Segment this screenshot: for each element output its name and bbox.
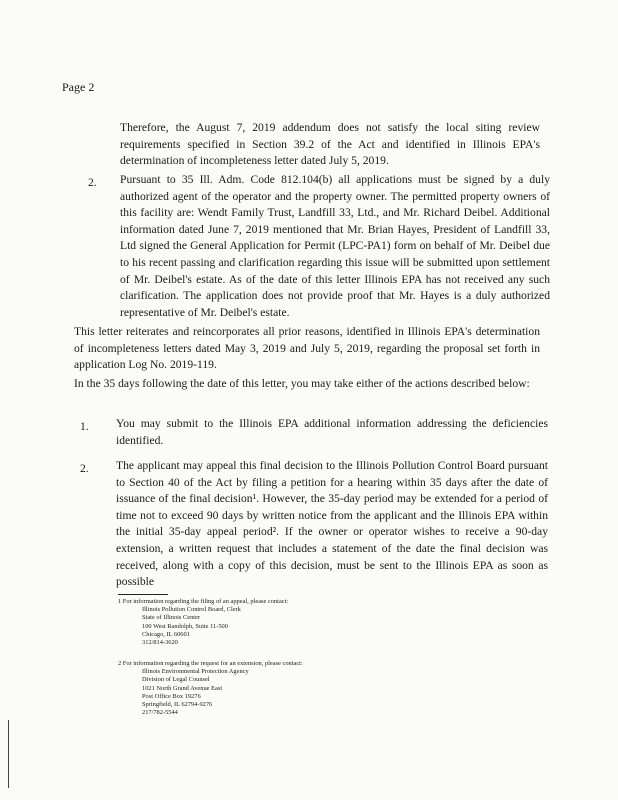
footnote-2-line: Illinois Environmental Protection Agency bbox=[142, 668, 249, 676]
reiterate-paragraph: This letter reiterates and reincorporates all prior reasons, identified in Illinois EPA's determination of incompleteness letters dated May 3, 2019 and July 5, 2019, regarding the proposal set forth in application Log No. 2019-119. bbox=[74, 325, 540, 372]
footnote-1-line: Chicago, IL 60601 bbox=[142, 630, 190, 638]
footnote-2-line: 1021 North Grand Avenue East bbox=[142, 684, 223, 692]
footnote-1-line: 100 West Randolph, Suite 11-500 bbox=[142, 622, 228, 630]
footnote-1-line: State of Illinois Center bbox=[142, 614, 201, 622]
footnote-2-line: Springfield, IL 62794-9276 bbox=[142, 701, 213, 709]
footnote-2-line: Post Office Box 19276 bbox=[142, 692, 201, 700]
footnote-1-heading: 1 For information regarding the filing of an appeal, please contact: bbox=[118, 598, 289, 605]
action-1-paragraph: You may submit to the Illinois EPA additional information addressing the deficiencies identified. bbox=[116, 417, 548, 447]
intro-continuation-paragraph: Therefore, the August 7, 2019 addendum does not satisfy the local siting review requirements specified in Section 39.2 of the Act and identified in Illinois EPA's determination of incompleteness letter dated July 5, 2019. bbox=[120, 121, 540, 168]
footnote-1 bbox=[118, 598, 418, 647]
action-2-paragraph: The applicant may appeal this final decision to the Illinois Pollution Control Board pursuant to Section 40 of the Act by filing a petition for a hearing within 35 days after the date of issuance of the final decision¹. However, the 35-day period may be extended for a period of time not to exceed 90 days by written notice from the applicant and the Illinois EPA within the initial 35-day appeal period². If the owner or operator wishes to receive a 90-day extension, a written request that includes a statement of the date the final decision was received, along with a copy of this decision, must be sent to the Illinois EPA as soon as possible bbox=[116, 459, 548, 589]
footnote-1-line: 312/814-3620 bbox=[142, 639, 178, 647]
scan-margin-line bbox=[8, 720, 9, 788]
action-2-number: 2. bbox=[80, 462, 89, 475]
footnote-2 bbox=[118, 660, 418, 717]
page-number: Page 2 bbox=[62, 80, 95, 94]
footnote-1-line: Illinois Pollution Control Board, Clerk bbox=[142, 606, 241, 614]
footnote-separator bbox=[118, 594, 168, 595]
item-2-paragraph: Pursuant to 35 Ill. Adm. Code 812.104(b) all applications must be signed by a duly authorized agent of the operator and the property owner. The permitted property owners of this facility are: Wendt Family Trust, Landfill 33, Ltd., and Mr. Richard Deibel. Additional information dated June 7, 2019 mentioned that Mr. Brian Hayes, President of Landfill 33, Ltd signed the General Application for Permit (LPC-PA1) form on behalf of Mr. Deibel due to his recent passing and clarification regarding this issue will be submitted upon settlement of Mr. Deibel's estate. As of the date of this letter Illinois EPA has not received any such clarification. The application does not provide proof that Mr. Hayes is a duly authorized representative of Mr. Deibel's estate. bbox=[120, 173, 550, 319]
footnote-2-line: 217/782-5544 bbox=[142, 709, 178, 717]
footnote-2-heading: 2 For information regarding the request for an extension, please contact: bbox=[118, 660, 303, 667]
action-1-number: 1. bbox=[80, 420, 89, 433]
actions-intro-paragraph: In the 35 days following the date of this letter, you may take either of the actions described below: bbox=[74, 377, 530, 390]
item-2-number: 2. bbox=[88, 176, 97, 189]
footnote-2-line: Division of Legal Counsel bbox=[142, 676, 210, 684]
